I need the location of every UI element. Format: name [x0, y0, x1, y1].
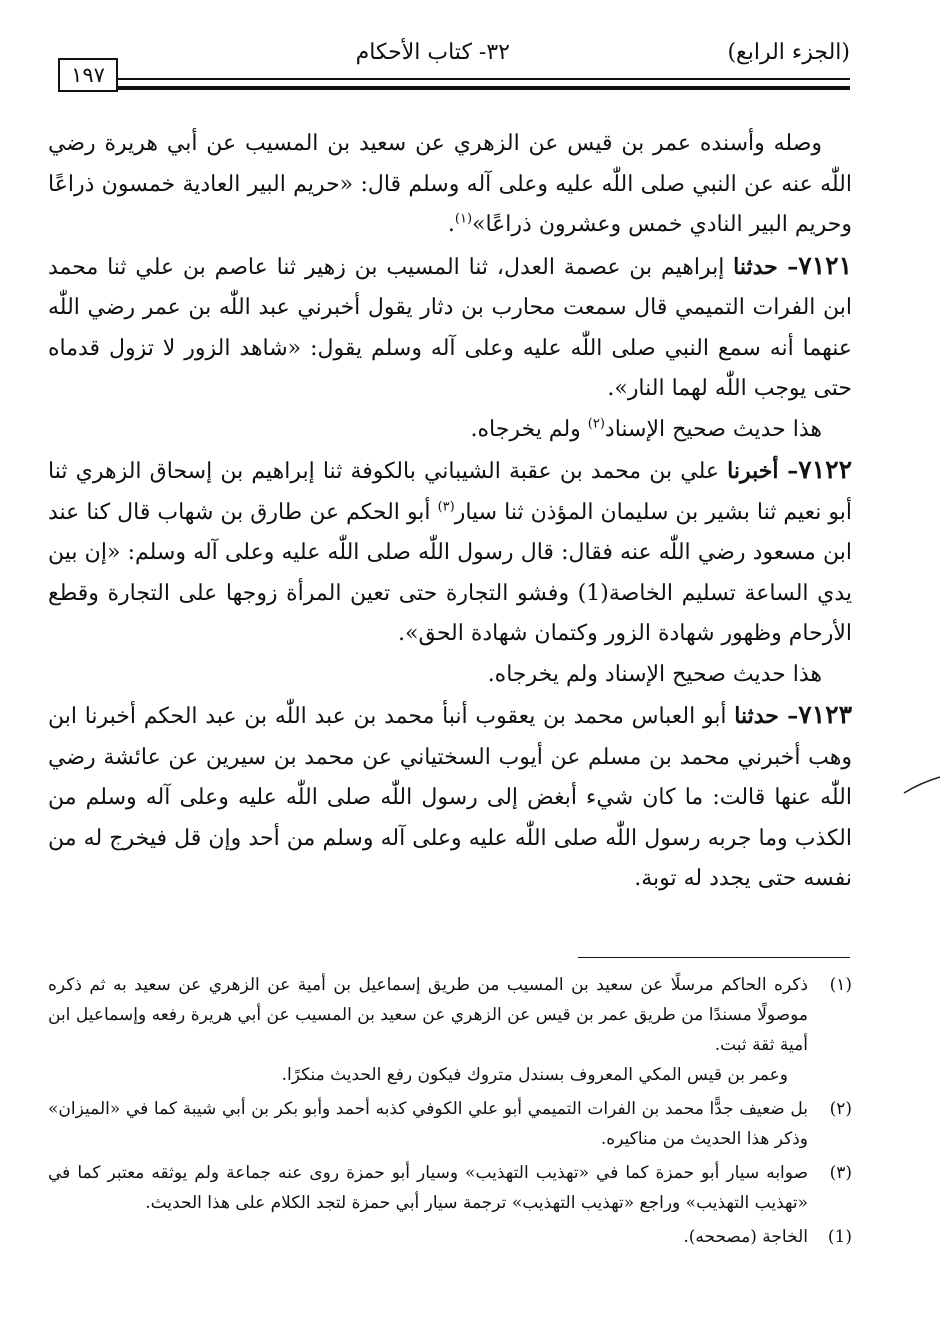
hadith-paragraph	[48, 695, 852, 900]
footnote-mark: (٣)	[829, 1163, 852, 1183]
hadith-text: إبراهيم بن عصمة العدل، ثنا المسيب بن زهير ثنا عاصم بن علي ثنا محمد ابن الفرات التميمي قال سمعت محارب بن دثار يقول أخبرني عبد اللّٰه بن عمر رضي اللّٰه عنهما أنه سمع النبي صلى اللّٰه عليه وعلى آله وسلم يقول: «شاهد الزور لا تزول قدماه حتى يوجب اللّٰه لهما النار».	[48, 254, 852, 401]
paragraph-text: هذا حديث صحيح الإسناد	[604, 416, 822, 442]
header-chapter: ٣٢- كتاب الأحكام	[355, 40, 510, 65]
running-header	[50, 40, 850, 87]
footnote-text: ذكره الحاكم مرسلًا عن سعيد بن المسيب من طريق إسماعيل بن أمية عن الزهري عن سعيد به ثم ذكره موصولًا مسندًا من طريق عمر بن قيس عن الزهري عن سعيد بن المسيب عن أبي هريرة رفعه وإسماعيل ابن أمية ثقة ثبت.	[48, 975, 808, 1055]
hadith-tail: أبو الحكم عن طارق بن شهاب قال كنا عند ابن مسعود رضي اللّٰه عنه فقال: قال رسول اللّٰه صلى اللّٰه عليه وعلى آله وسلم: «إن بين يدي الساعة تسليم الخاصة(1) وفشو التجارة حتى تعين المرأة زوجها على التجارة وقطع الأرحام وظهور شهادة الزور وكتمان شهادة الحق».	[48, 499, 852, 646]
header-rule-thick	[116, 86, 850, 90]
header-part: (الجزء الرابع)	[727, 40, 850, 65]
paragraph-tail: ولم يخرجاه.	[470, 416, 588, 442]
footnote-text: صوابه سيار أبو حمزة كما في «تهذيب التهذيب» وسيار أبو حمزة روى عنه جماعة ولم يوثقه معتبر كما في «تهذيب التهذيب» وراجع «تهذيب التهذيب» ترجمة سيار أبي حمزة لتجد الكلام على هذا الحديث.	[48, 1163, 808, 1213]
footnote-continuation	[48, 1060, 852, 1090]
hadith-number: ٧١٢٢	[798, 455, 852, 484]
page-number: ١٩٧	[71, 63, 105, 87]
paragraph	[48, 124, 852, 246]
hadith-keyword: – أخبرنا	[727, 458, 799, 484]
footnotes	[48, 970, 852, 1252]
paragraph-text: هذا حديث صحيح الإسناد ولم يخرجاه.	[487, 661, 822, 687]
footnote-separator	[578, 957, 850, 958]
footnote-ref: (١)	[454, 211, 473, 227]
hadith-keyword: – حدثنا	[733, 253, 799, 280]
footnote-mark: (١)	[829, 975, 852, 995]
hadith-paragraph	[48, 450, 852, 655]
margin-pen-stroke	[902, 775, 942, 795]
footnote-text: بل ضعيف جدًّا محمد بن الفرات التميمي أبو علي الكوفي كذبه أحمد وأبو بكر بن أبي شيبة كما في «الميزان» وذكر هذا الحديث من مناكيره.	[48, 1099, 808, 1149]
footnote-mark: (1)	[827, 1227, 852, 1247]
hadith-keyword: – حدثنا	[734, 703, 799, 729]
grading-paragraph	[48, 410, 852, 451]
footnote-text: الخاجة (مصححه).	[683, 1227, 808, 1247]
footnote	[48, 1158, 852, 1218]
footnote-ref: (٢)	[587, 416, 605, 432]
page-number-box	[58, 58, 118, 92]
footnote-ref: (٣)	[437, 499, 455, 515]
footnote	[48, 1222, 852, 1252]
hadith-text: علي بن محمد بن عقبة الشيباني بالكوفة ثنا إبراهيم بن إسحاق الزهري ثنا أبو نعيم ثنا بشير بن سليمان المؤذن ثنا سيار	[48, 459, 852, 525]
footnote	[48, 1094, 852, 1154]
footnote-mark: (٢)	[829, 1099, 852, 1119]
footnote	[48, 970, 852, 1060]
hadith-number: ٧١٢٣	[798, 700, 852, 729]
main-text	[48, 124, 852, 900]
hadith-number: ٧١٢١	[798, 250, 852, 280]
paragraph-tail: .	[447, 212, 455, 237]
hadith-paragraph	[48, 246, 852, 410]
footnote-text: وعمر بن قيس المكي المعروف بسندل متروك فيكون رفع الحديث منكرًا.	[281, 1065, 788, 1085]
header-rule-thin	[116, 78, 850, 80]
hadith-text: أبو العباس محمد بن يعقوب أنبأ محمد بن عبد اللّٰه بن عبد الحكم أخبرنا ابن وهب أخبرني محمد بن مسلم عن أيوب السختياني عن محمد بن سيرين عن عائشة رضي اللّٰه عنها قالت: ما كان شيء أبغض إلى رسول اللّٰه صلى اللّٰه عليه وعلى آله وسلم من الكذب وما جربه رسول اللّٰه صلى اللّٰه عليه وعلى آله وسلم من أحد وإن قل فيخرج له من نفسه حتى يجدد له توبة.	[48, 704, 852, 891]
grading-paragraph	[48, 655, 852, 696]
paragraph-text: وصله وأسنده عمر بن قيس عن الزهري عن سعيد بن المسيب عن أبي هريرة رضي اللّٰه عنه عن النبي صلى اللّٰه عليه وعلى آله وسلم قال: «حريم البير العادية خمسون ذراعًا وحريم البير النادي خمس وعشرون ذراعًا»	[48, 131, 852, 237]
